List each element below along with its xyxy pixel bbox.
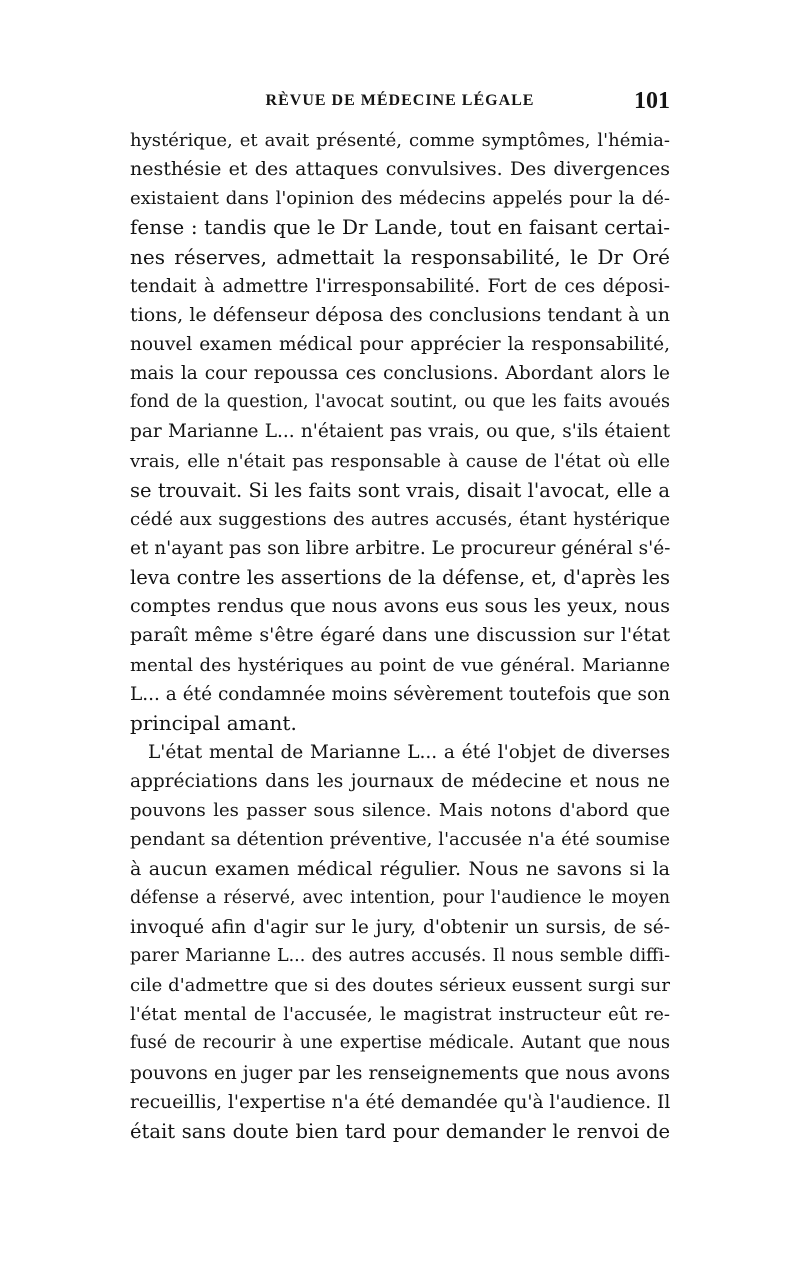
- page-number: 101: [634, 88, 670, 114]
- text-line: cédé aux suggestions des autres accusés, étant hystérique: [130, 508, 670, 530]
- text-line: à aucun examen médical régulier. Nous ne savons si la: [130, 857, 670, 880]
- text-line: appréciations dans les journaux de médecine et nous ne: [130, 771, 670, 793]
- text-line: pendant sa détention préventive, l'accusée n'a été soumise: [130, 829, 670, 851]
- text-line: leva contre les assertions de la défense, et, d'après les: [130, 566, 670, 590]
- text-line: existaient dans l'opinion des médecins appelés pour la dé-: [130, 188, 670, 210]
- text-line: l'état mental de l'accusée, le magistrat instructeur eût re-: [130, 1004, 670, 1026]
- text-line: L'état mental de Marianne L... a été l'objet de diverses: [148, 741, 670, 763]
- text-line: défense a réservé, avec intention, pour l'audience le moyen: [130, 887, 670, 908]
- text-line: principal amant.: [130, 710, 297, 735]
- text-line: recueillis, l'expertise n'a été demandée qu'à l'audience. Il: [130, 1091, 671, 1113]
- text-line: fense : tandis que le Dr Lande, tout en faisant certai-: [130, 215, 670, 240]
- text-line: tions, le défenseur déposa des conclusions tendant à un: [130, 303, 670, 326]
- text-line: et n'ayant pas son libre arbitre. Le procureur général s'é-: [130, 537, 671, 559]
- running-title: RÈVUE DE MÉDECINE LÉGALE: [265, 92, 535, 109]
- text-line: pouvons les passer sous silence. Mais notons d'abord que: [130, 800, 670, 822]
- text-line: fusé de recourir à une expertise médicale. Autant que nous: [130, 1033, 670, 1054]
- text-line: nes réserves, admettait la responsabilité, le Dr Oré: [130, 244, 670, 269]
- text-line: paraît même s'être égaré dans une discussion sur l'état: [130, 624, 670, 647]
- text-line: par Marianne L... n'étaient pas vrais, ou que, s'ils étaient: [130, 421, 670, 443]
- running-head: [130, 90, 670, 120]
- text-line: tendait à admettre l'irresponsabilité. Fort de ces déposi-: [130, 275, 670, 297]
- paragraph-2: [130, 738, 670, 1146]
- text-line: se trouvait. Si les faits sont vrais, disait l'avocat, elle a: [130, 478, 670, 502]
- text-line: nesthésie et des attaques convulsives. Des divergences: [130, 158, 670, 181]
- text-line: mental des hystériques au point de vue général. Marianne: [130, 654, 670, 676]
- text-line: hystérique, et avait présenté, comme symptômes, l'hémia-: [130, 130, 670, 151]
- text-line: cile d'admettre que si des doutes sérieux eussent surgi sur: [130, 975, 670, 997]
- text-line: comptes rendus que nous avons eus sous les yeux, nous: [130, 595, 670, 618]
- text-line: nouvel examen médical pour apprécier la responsabilité,: [130, 333, 670, 355]
- text-line: pouvons en juger par les renseignements que nous avons: [130, 1062, 670, 1084]
- text-line: était sans doute bien tard pour demander le renvoi de: [130, 1119, 670, 1143]
- text-line: parer Marianne L... des autres accusés. Il nous semble diffi-: [130, 945, 670, 966]
- text-line: L... a été condamnée moins sévèrement toutefois que son: [130, 683, 670, 705]
- body-text: [130, 126, 670, 1146]
- text-line: mais la cour repoussa ces conclusions. Abordant alors le: [130, 363, 670, 385]
- text-line: vrais, elle n'était pas responsable à cause de l'état où elle: [130, 450, 670, 472]
- paragraph-1: [130, 126, 670, 738]
- text-line: fond de la question, l'avocat soutint, ou que les faits avoués: [130, 392, 670, 413]
- text-line: invoqué afin d'agir sur le jury, d'obtenir un sursis, de sé-: [130, 916, 670, 938]
